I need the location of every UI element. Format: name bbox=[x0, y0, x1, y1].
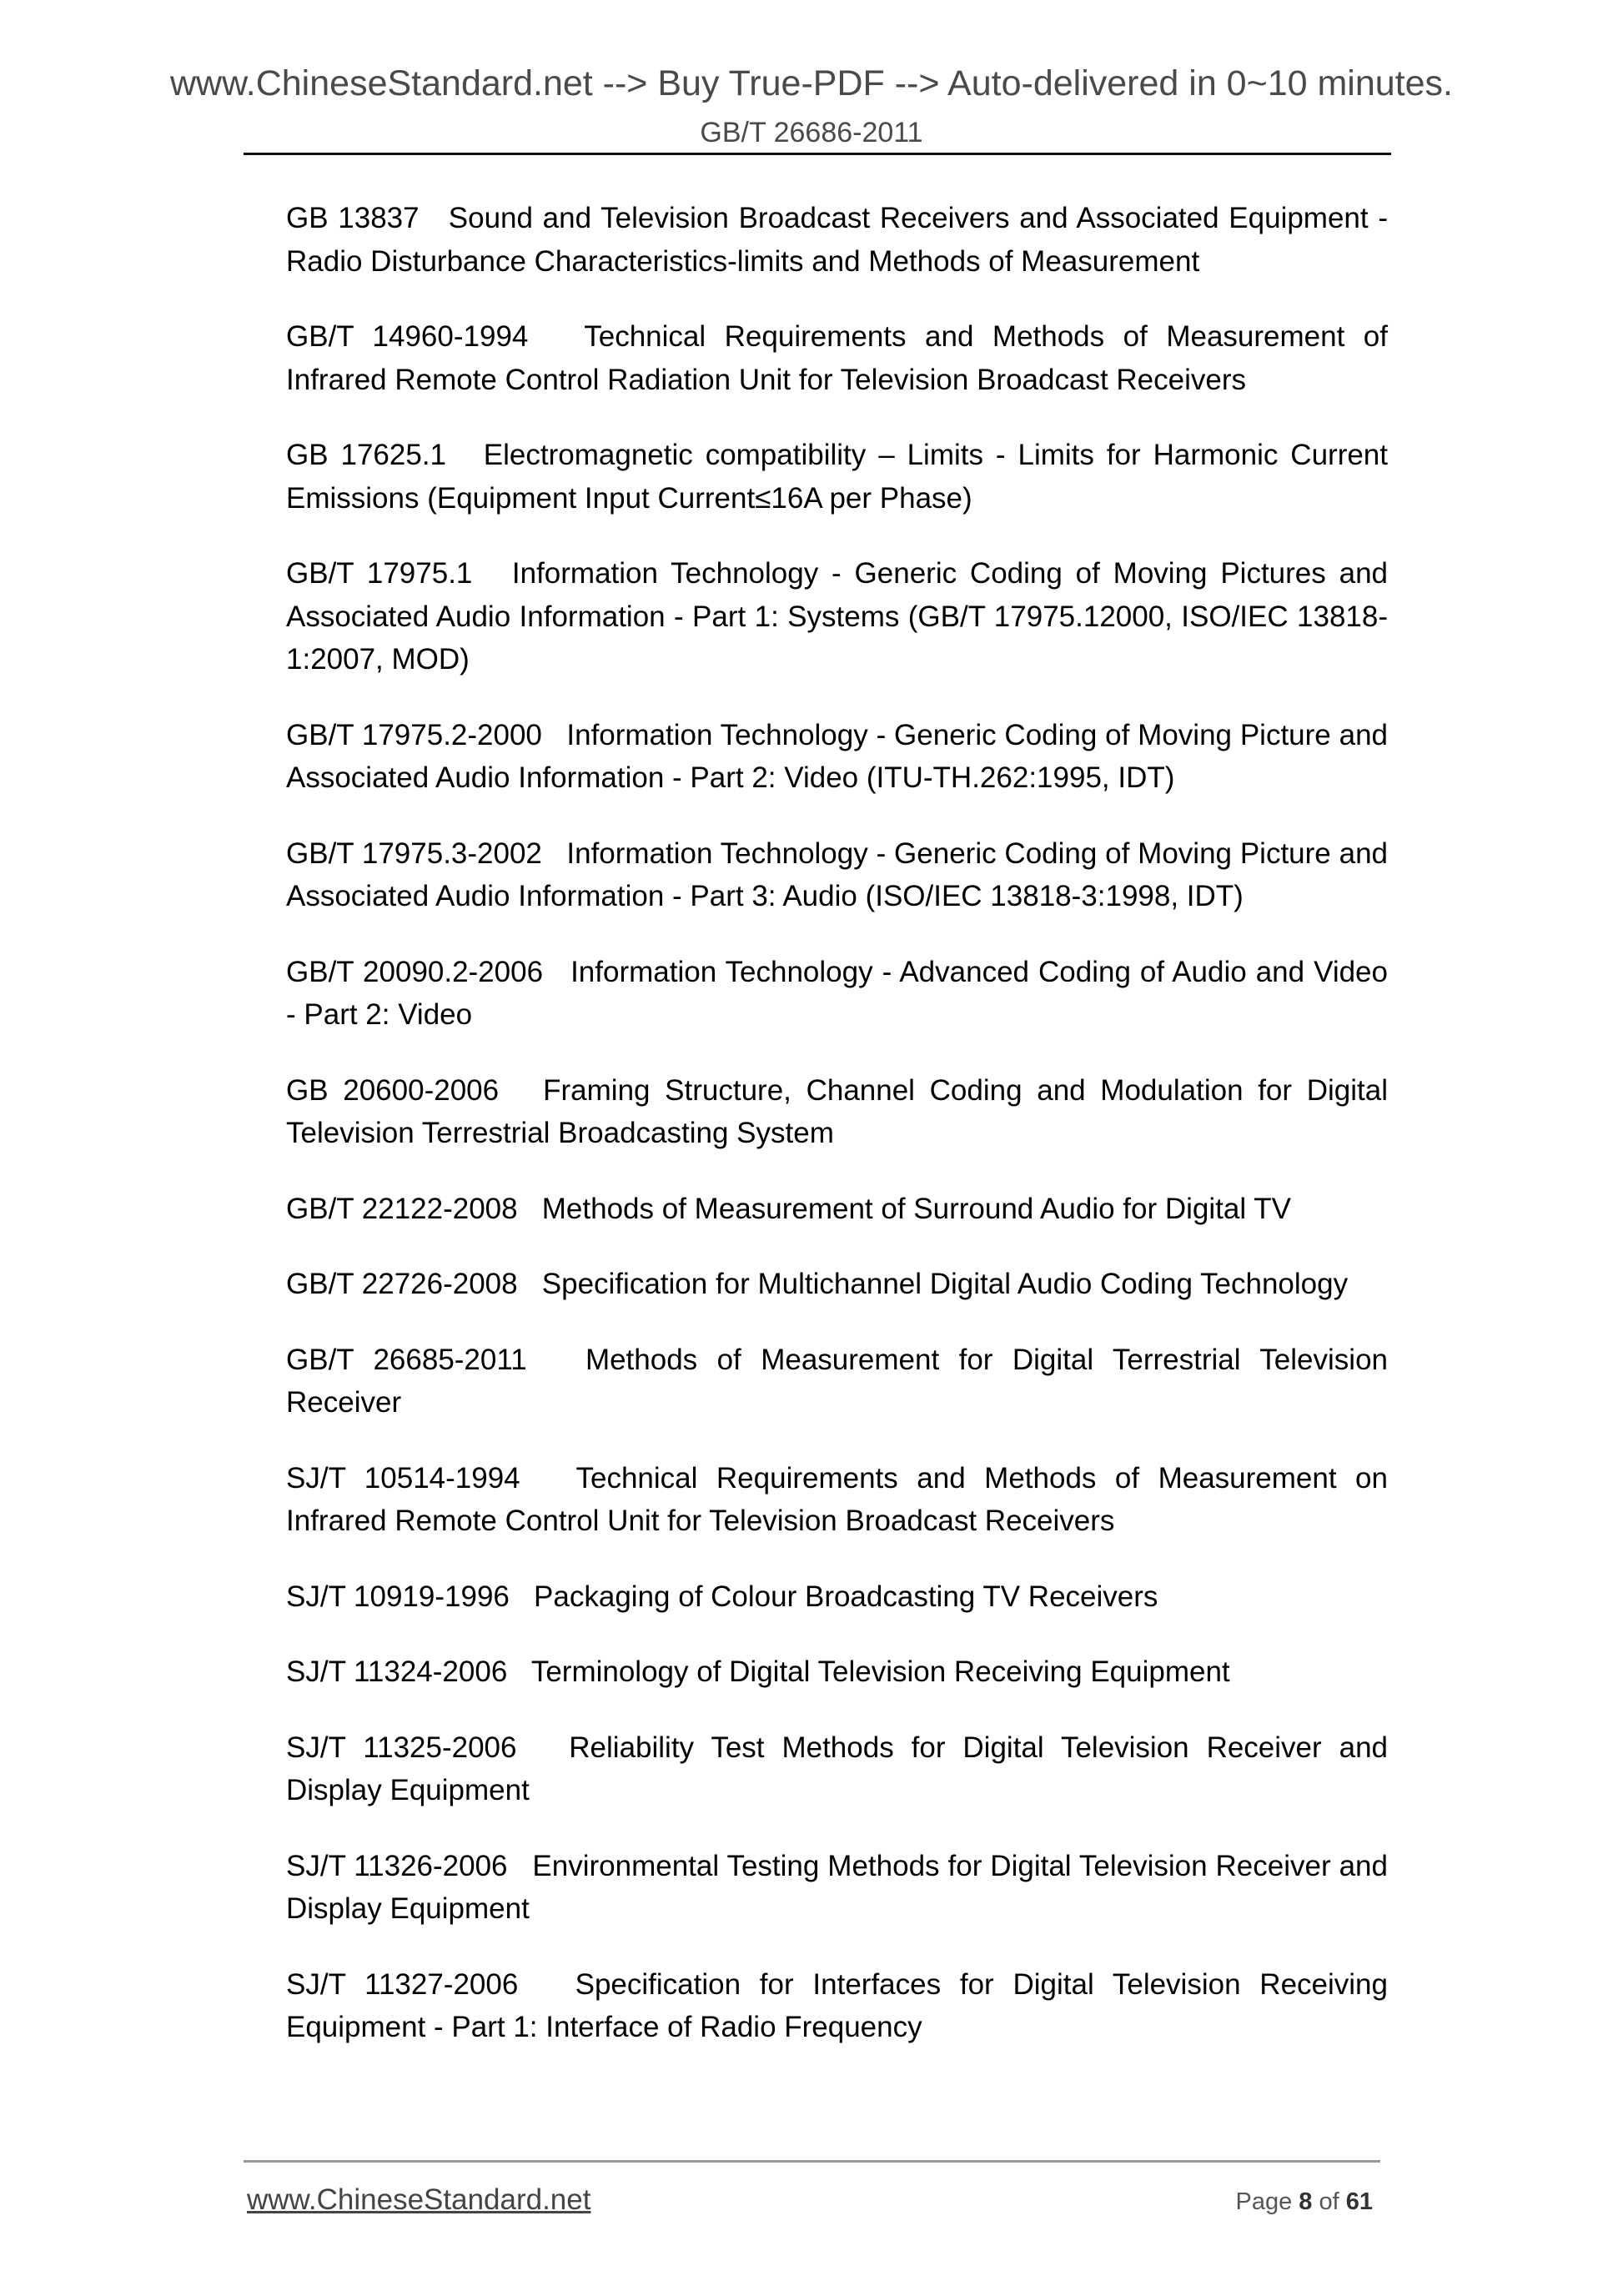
page-of: of bbox=[1312, 2188, 1346, 2215]
reference-entry: GB/T 22122-2008 Methods of Measurement of Surround Audio for Digital TV bbox=[286, 1192, 1291, 1225]
normative-references-list bbox=[286, 197, 1388, 2082]
header-divider bbox=[244, 153, 1391, 155]
page-total: 61 bbox=[1345, 2188, 1373, 2215]
reference-entry: SJ/T 11324-2006 Terminology of Digital Television Receiving Equipment bbox=[286, 1655, 1230, 1688]
page-current: 8 bbox=[1299, 2188, 1313, 2215]
reference-entry: SJ/T 11327-2006 Specification for Interfaces for Digital Television Receiving Equipment - Part 1: Interface of Radio Frequency bbox=[286, 1967, 1388, 2043]
reference-entry: SJ/T 10514-1994 Technical Requirements and Methods of Measurement on Infrared Remote Control Unit for Television Broadcast Receivers bbox=[286, 1461, 1388, 1537]
header-banner: www.ChineseStandard.net --> Buy True-PDF --> Auto-delivered in 0~10 minutes. bbox=[169, 63, 1453, 103]
reference-entry: GB/T 20090.2-2006 Information Technology - Advanced Coding of Audio and Video - Part 2: Video bbox=[286, 955, 1388, 1031]
reference-entry: GB/T 17975.2-2000 Information Technology - Generic Coding of Moving Picture and Associated Audio Information - Part 2: Video (ITU-TH.262:1995, IDT) bbox=[286, 718, 1388, 794]
reference-entry: SJ/T 11325-2006 Reliability Test Methods for Digital Television Receiver and Display Equipment bbox=[286, 1731, 1388, 1806]
footer-site-link[interactable]: www.ChineseStandard.net bbox=[247, 2183, 591, 2216]
footer-divider bbox=[244, 2160, 1380, 2163]
reference-entry: GB/T 17975.3-2002 Information Technology - Generic Coding of Moving Picture and Associated Audio Information - Part 3: Audio (ISO/IEC 13818-3:1998, IDT) bbox=[286, 837, 1388, 912]
reference-entry: SJ/T 11326-2006 Environmental Testing Methods for Digital Television Receiver and Display Equipment bbox=[286, 1849, 1388, 1925]
reference-entry: GB/T 17975.1 Information Technology - Generic Coding of Moving Pictures and Associated Audio Information - Part 1: Systems (GB/T 17975.12000, ISO/IEC 13818-1:2007, MOD) bbox=[286, 557, 1388, 676]
reference-entry: GB 13837 Sound and Television Broadcast Receivers and Associated Equipment - Radio Disturbance Characteristics-limits and Methods of Measurement bbox=[286, 202, 1388, 278]
reference-entry: SJ/T 10919-1996 Packaging of Colour Broadcasting TV Receivers bbox=[286, 1580, 1158, 1613]
reference-entry: GB 17625.1 Electromagnetic compatibility – Limits - Limits for Harmonic Current Emissions (Equipment Input Current≤16A per Phase) bbox=[286, 439, 1388, 515]
reference-entry: GB/T 26685-2011 Methods of Measurement for Digital Terrestrial Television Receiver bbox=[286, 1343, 1388, 1419]
reference-entry: GB 20600-2006 Framing Structure, Channel Coding and Modulation for Digital Television Terrestrial Broadcasting System bbox=[286, 1073, 1388, 1149]
page-prefix: Page bbox=[1235, 2188, 1299, 2215]
reference-entry: GB/T 14960-1994 Technical Requirements and Methods of Measurement of Infrared Remote Control Radiation Unit for Television Broadcast Receivers bbox=[286, 320, 1388, 396]
page-indicator bbox=[1235, 2188, 1373, 2216]
reference-entry: GB/T 22726-2008 Specification for Multichannel Digital Audio Coding Technology bbox=[286, 1268, 1349, 1300]
standard-code: GB/T 26686-2011 bbox=[700, 117, 923, 148]
